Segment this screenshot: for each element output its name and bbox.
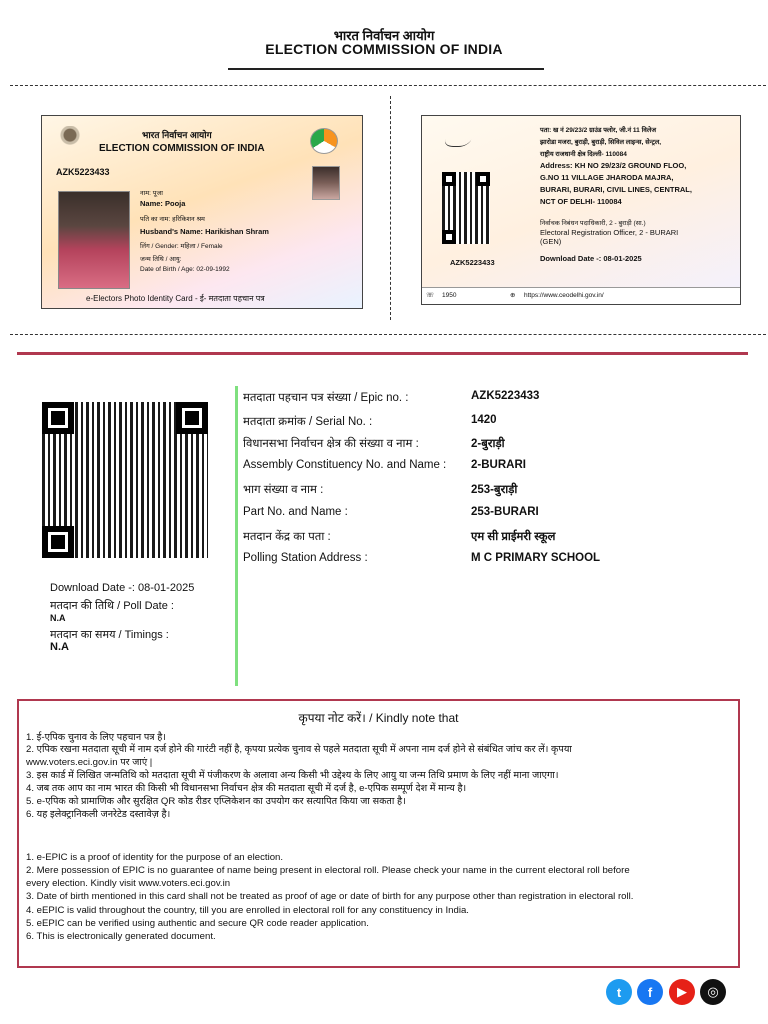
timings-value: N.A xyxy=(50,641,69,653)
cut-line-bottom xyxy=(10,334,766,335)
detail-value: एम सी प्राईमरी स्कूल xyxy=(471,531,556,543)
phone-icon: ☏ xyxy=(426,292,435,299)
holder-photo xyxy=(58,191,130,289)
detail-value: AZK5223433 xyxy=(471,390,540,402)
note-english: 4. eEPIC is valid throughout the country, till you are enrolled in electoral roll for any constituency in India. xyxy=(26,905,469,916)
detail-label: मतदान केंद्र का पता : xyxy=(243,531,331,543)
address-3: BURARI, BURARI, CIVIL LINES, CENTRAL, xyxy=(540,185,692,194)
husband-name-hindi: पति का नाम: हरिकिशन श्रम xyxy=(140,216,205,223)
emblem-icon xyxy=(60,126,80,152)
section-divider xyxy=(17,352,748,355)
youtube-icon[interactable]: ▶ xyxy=(669,979,695,1005)
note-hindi: 2. एपिक रखना मतदाता सूची में नाम दर्ज होने की गारंटी नहीं है, कृपया प्रत्येक चुनाव से पहले मतदाता सूची में अपना नाम दर्ज होने से संबंधित जांच कर लें। कृपया xyxy=(26,744,572,755)
note-english: 5. eEPIC can be verified using authentic and secure QR code reader application. xyxy=(26,918,369,929)
note-english: 6. This is electronically generated document. xyxy=(26,931,216,942)
date-of-birth: Date of Birth / Age: 02-09-1992 xyxy=(140,266,230,273)
timings-label: मतदान का समय / Timings : xyxy=(50,629,169,641)
address-2: G.NO 11 VILLAGE JHARODA MAJRA, xyxy=(540,173,674,182)
note-hindi: 1. ई-एपिक चुनाव के लिए पहचान पत्र है। xyxy=(26,732,166,743)
poll-date-value: N.A xyxy=(50,613,66,623)
card-back-epic-no: AZK5223433 xyxy=(450,258,495,267)
ero-hindi: निर्वाचक निबंधन पदाधिकारी, 2 - बुराड़ी (सा.) xyxy=(540,220,646,227)
holder-photo-small xyxy=(312,166,340,200)
detail-value: 1420 xyxy=(471,414,497,426)
address-hindi-3: राष्ट्रीय राजधानी क्षेत्र दिल्ली- 110084 xyxy=(540,151,627,158)
address-4: NCT OF DELHI- 110084 xyxy=(540,197,622,206)
note-hindi: 3. इस कार्ड में लिखित जन्मतिथि को मतदाता सूची में पंजीकरण के अलावा अन्य किसी भी उद्देश्य के लिए आयु या जन्म तिथि प्रमाण के लिए नहीं माना जाएगा। xyxy=(26,770,559,781)
card-org-hindi: भारत निर्वाचन आयोग xyxy=(142,130,212,140)
note-english: every election. Kindly visit www.voters.eci.gov.in xyxy=(26,878,231,889)
epic-card-front xyxy=(41,115,363,309)
header-title-hindi: भारत निर्वाचन आयोग xyxy=(333,28,435,43)
note-english: 2. Mere possession of EPIC is no guarantee of name being present in electoral roll. Please check your name in the current electoral roll before xyxy=(26,865,630,876)
detail-label: Assembly Constituency No. and Name : xyxy=(243,459,447,471)
cut-line-middle xyxy=(390,96,391,320)
name-hindi: नाम: पूजा xyxy=(140,190,163,197)
card-back-footer xyxy=(422,287,740,304)
detail-label: मतदाता पहचान पत्र संख्या / Epic no. : xyxy=(243,392,409,404)
detail-label: Part No. and Name : xyxy=(243,506,348,518)
cut-line-top xyxy=(10,85,766,86)
ero-line-2: (GEN) xyxy=(540,237,562,246)
note-hindi: 6. यह इलेक्ट्रानिकली जनरेटेड दस्तावेज़ है। xyxy=(26,809,171,820)
card-qr-code[interactable] xyxy=(442,172,490,244)
poll-date-label: मतदान की तिथि / Poll Date : xyxy=(50,600,174,612)
card-org-english: ELECTION COMMISSION OF INDIA xyxy=(99,143,265,154)
detail-value: 2-बुराड़ी xyxy=(471,438,505,450)
download-date: Download Date -: 08-01-2025 xyxy=(50,582,195,594)
address-hindi-2: झारोडा मजरा, बुराड़ी, बुराड़ी, सिविल लाइन्स, सेन्ट्रल, xyxy=(540,139,662,146)
signature xyxy=(443,128,476,147)
address-1: Address: KH NO 29/23/2 GROUND FLOO, xyxy=(540,161,687,170)
twitter-icon[interactable]: t xyxy=(606,979,632,1005)
detail-value: M C PRIMARY SCHOOL xyxy=(471,552,601,564)
husband-name: Husband's Name: Harikishan Shram xyxy=(140,227,269,236)
card-download-date: Download Date -: 08-01-2025 xyxy=(540,254,642,263)
gender: लिंग / Gender: महिला / Female xyxy=(140,243,223,250)
holder-name: Name: Pooja xyxy=(140,199,186,208)
eci-logo-icon xyxy=(310,128,338,154)
detail-label: भाग संख्या व नाम : xyxy=(243,484,324,496)
detail-label: विधानसभा निर्वाचन क्षेत्र की संख्या व नाम : xyxy=(243,438,419,450)
detail-value: 253-बुराड़ी xyxy=(471,484,518,496)
note-hindi: www.voters.eci.gov.in पर जाएं | xyxy=(26,757,153,768)
details-divider xyxy=(235,386,238,686)
detail-value: 253-BURARI xyxy=(471,506,539,518)
notes-title: कृपया नोट करें। / Kindly note that xyxy=(298,711,459,725)
facebook-icon[interactable]: f xyxy=(637,979,663,1005)
detail-value: 2-BURARI xyxy=(471,459,526,471)
note-english: 1. e-EPIC is a proof of identity for the purpose of an election. xyxy=(26,852,284,863)
website-link[interactable]: https://www.ceodelhi.gov.in/ xyxy=(524,292,604,299)
detail-label: मतदाता क्रमांक / Serial No. : xyxy=(243,416,373,428)
ero-line-1: Electoral Registration Officer, 2 - BURARI xyxy=(540,228,679,237)
note-hindi: 5. e-एपिक को प्रामाणिक और सुरक्षित QR कोड रीडर एप्लिकेशन का उपयोग कर सत्यापित किया जा सकता है। xyxy=(26,796,406,807)
globe-icon: ⊕ xyxy=(510,292,516,299)
detail-label: Polling Station Address : xyxy=(243,552,368,564)
dob-hindi: जन्म तिथि / आयु: xyxy=(140,256,182,263)
epic-card-back xyxy=(421,115,741,305)
helpline-number: 1950 xyxy=(442,292,457,299)
instagram-icon[interactable]: ◎ xyxy=(700,979,726,1005)
card-footer-text: e-Electors Photo Identity Card - ई- मतदाता पहचान पत्र xyxy=(86,294,265,303)
header-title: ELECTION COMMISSION OF INDIA xyxy=(265,41,503,57)
main-qr-code[interactable] xyxy=(42,402,208,558)
note-hindi: 4. जब तक आप का नाम भारत की किसी भी विधानसभा निर्वाचन क्षेत्र की मतदाता सूची में दर्ज है, e-एपिक सम्पूर्ण देश में मान्य है। xyxy=(26,783,467,794)
card-epic-no: AZK5223433 xyxy=(56,167,110,177)
address-hindi-1: पता: ख नं 29/23/2 ग्राउंड फ्लोर, जी.नं 11 विलेज xyxy=(540,127,657,134)
note-english: 3. Date of birth mentioned in this card shall not be treated as proof of age or date of birth for any purpose other than registration in electoral roll. xyxy=(26,891,634,902)
header-underline xyxy=(228,68,544,70)
